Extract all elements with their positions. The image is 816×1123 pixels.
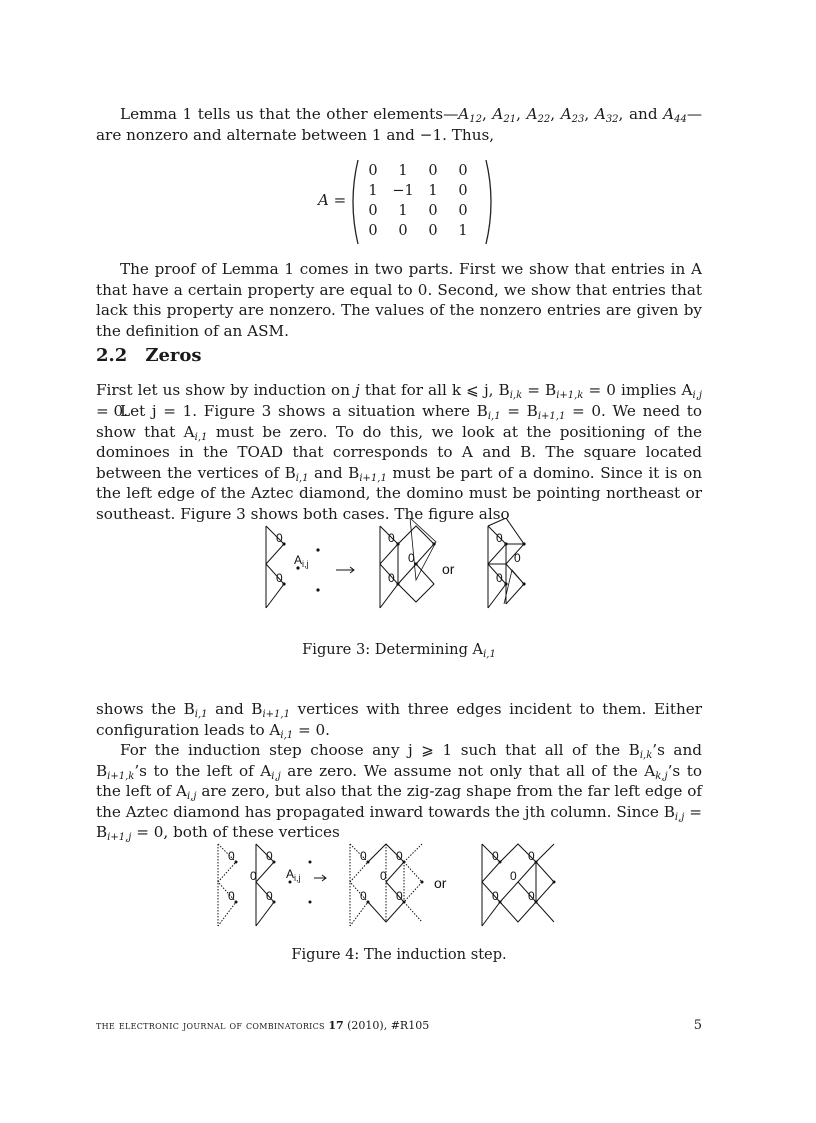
fig3-zero-label: 0	[276, 571, 283, 585]
proof-outline-paragraph: The proof of Lemma 1 comes in two parts. First we show that entries in A that have a certain property are equal to 0. Second, we show that entries that lack this property are nonzero. The values of the nonzero entries are given by the definition of an ASM.	[96, 260, 702, 340]
fig4-zero-label: 0	[266, 849, 273, 863]
matrix-cell: 0	[428, 203, 438, 219]
figure-3-caption: Figure 3: Determining $A_{i,1}$	[302, 641, 496, 660]
matrix-cell: 0	[368, 223, 378, 239]
fig4-zero-label: 0	[228, 889, 235, 903]
matrix-cell: 1	[368, 183, 378, 199]
induction-step-paragraph: For the induction step choose any j ⩾ 1 such that all of the $B_{i,k}’s$ and $B_{i+1,k}’s$ to the left of $A_{i,j}$ are zero. We assume not only that all of the $A_{k,j}’s$ to the left of $A_{i,j}$ are zero, but also that the zig-zag shape from the far left edge of the Aztec diamond has propagated inward towards the jth column. Since $B_{i,j} = B_{i+1,j} = 0$, both of these vertices	[96, 741, 702, 843]
page-footer	[96, 1019, 702, 1032]
matrix-equation	[318, 158, 518, 244]
fig4-a-label: $A_{i,j}$	[286, 867, 301, 883]
matrix-cell: −1	[392, 183, 414, 199]
journal-name: the electronic journal of combinatorics	[96, 1019, 325, 1032]
fig4-zero-label: 0	[396, 889, 403, 903]
fig3-zero-label: 0	[388, 531, 395, 545]
section-heading	[96, 345, 202, 366]
matrix-lhs: A =	[318, 191, 347, 209]
fig3-zero-label: 0	[276, 531, 283, 545]
fig4-or-label: or	[434, 875, 447, 891]
matrix-cell: 0	[428, 223, 438, 239]
base-case-paragraph: Let j = 1. Figure 3 shows a situation where $B_{i,1} = B_{i+1,1} = 0$. We need to show that $A_{i,1}$ must be zero. To do this, we look at the positioning of the dominoes in the TOAD that corresponds to A and B. The square located between the vertices of $B_{i,1}$ and $B_{i+1,1}$ must be part of a domino. Since it is on the left edge of the Aztec diamond, the domino must be pointing northeast or southeast. Figure 3 shows both cases. The figure also	[96, 402, 702, 523]
matrix-cell: 1	[398, 203, 408, 219]
figure-3-diagram	[260, 518, 550, 614]
fig4-zero-label: 0	[528, 889, 535, 903]
fig3-zero-label: 0	[408, 551, 415, 565]
matrix-cell: 0	[368, 203, 378, 219]
fig4-zero-label: 0	[396, 849, 403, 863]
journal-citation: (2010), #R105	[343, 1019, 430, 1032]
induction-claim-paragraph: First let us show by induction on j that for all k ⩽ j, $B_{i,k} = B_{i+1,k} = 0$ implies $A_{i,j} = 0$.	[96, 381, 702, 420]
fig3-zero-label: 0	[496, 531, 503, 545]
intro-paragraph: Lemma 1 tells us that the other $elements—A_{12}$, $A_{21}$, $A_{22}$, $A_{23}$, $A_{32}$, and $A_{44}—are$ nonzero and alternate between 1 and −1. Thus,	[96, 105, 703, 144]
fig3-zero-label: 0	[514, 551, 521, 565]
matrix-cell: 0	[458, 183, 468, 199]
matrix-table	[358, 161, 478, 241]
matrix-cell: 1	[398, 163, 408, 179]
matrix-cell: 1	[428, 183, 438, 199]
fig4-zero-label: 0	[380, 869, 387, 883]
fig4-zero-label: 0	[360, 889, 367, 903]
fig4-zero-label: 0	[250, 869, 257, 883]
fig4-zero-label: 0	[492, 889, 499, 903]
figure-4-caption: Figure 4: The induction step.	[291, 946, 507, 963]
fig3-zero-label: 0	[496, 571, 503, 585]
page-number: 5	[693, 1018, 702, 1033]
figure-4-diagram	[214, 840, 584, 930]
matrix-cell: 0	[458, 203, 468, 219]
fig3-zero-label: 0	[388, 571, 395, 585]
journal-volume: 17	[328, 1019, 344, 1032]
fig4-zero-label: 0	[228, 849, 235, 863]
matrix-cell: 1	[458, 223, 468, 239]
section-title: Zeros	[145, 345, 202, 366]
matrix-cell: 0	[428, 163, 438, 179]
fig4-zero-label: 0	[510, 869, 517, 883]
fig3-or-label: or	[442, 561, 455, 577]
section-number: 2.2	[96, 345, 128, 366]
fig4-zero-label: 0	[266, 889, 273, 903]
fig4-zero-label: 0	[360, 849, 367, 863]
matrix-cell: 0	[398, 223, 408, 239]
matrix-cell: 0	[368, 163, 378, 179]
fig3-a-label: $A_{i,j}$	[294, 553, 309, 569]
figure-3-explanation-paragraph: shows the $B_{i,1}$ and $B_{i+1,1}$ vertices with three edges incident to them. Either configuration leads to $A_{i,1} = 0$.	[96, 700, 703, 741]
fig4-zero-label: 0	[528, 849, 535, 863]
matrix-cell: 0	[458, 163, 468, 179]
fig4-zero-label: 0	[492, 849, 499, 863]
